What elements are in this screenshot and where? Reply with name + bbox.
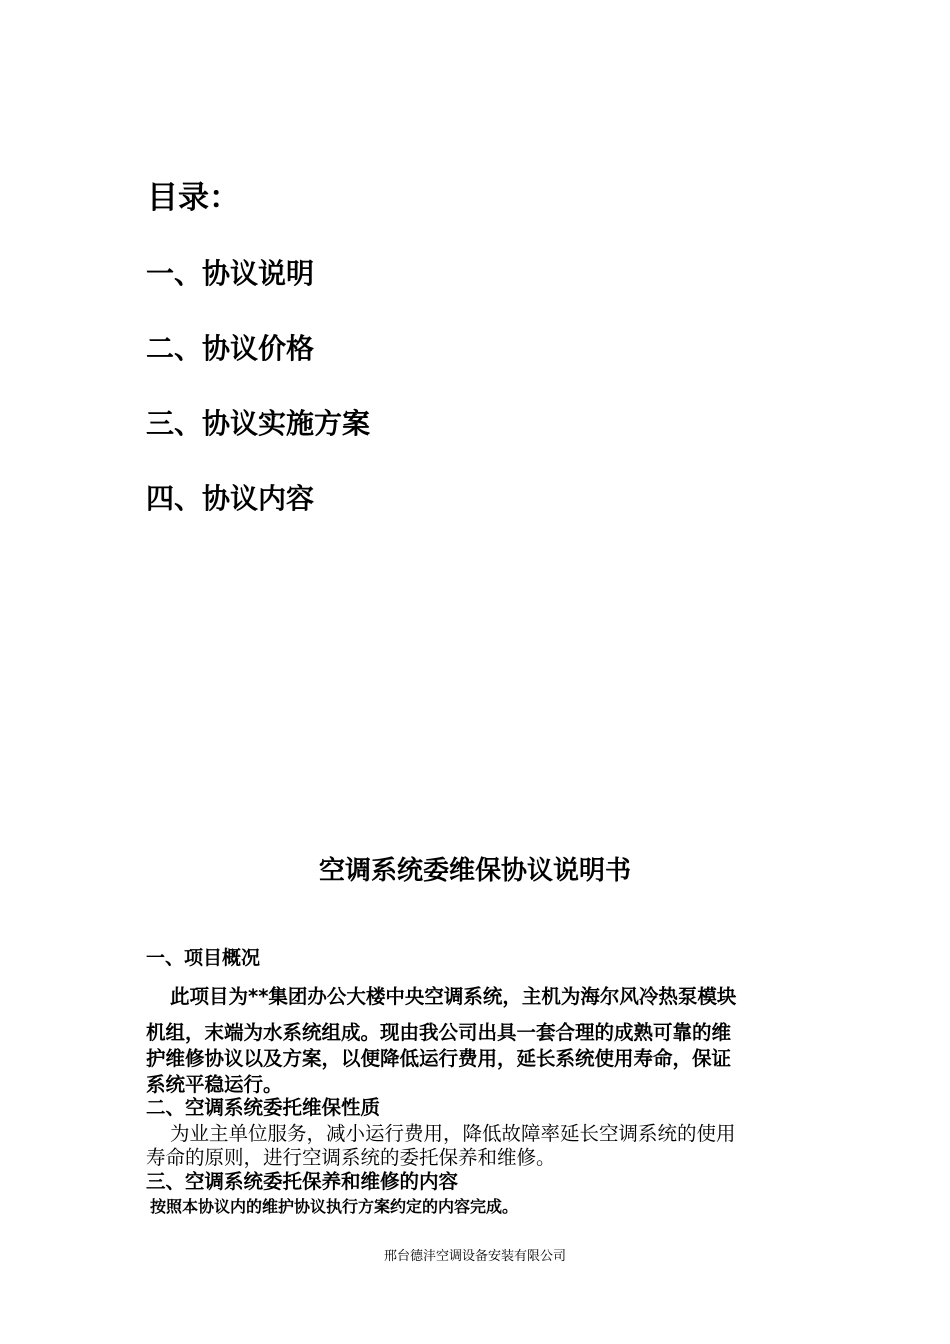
toc-item-agreement-price: 二、协议价格 xyxy=(146,332,315,365)
paragraph-line: 寿命的原则，进行空调系统的委托保养和维修。 xyxy=(146,1146,556,1169)
paragraph-line: 为业主单位服务，减小运行费用，降低故障率延长空调系统的使用 xyxy=(170,1122,736,1145)
section-3-heading: 三、空调系统委托保养和维修的内容 xyxy=(146,1170,459,1193)
section-1-heading: 一、项目概况 xyxy=(146,947,261,969)
footer-company-name: 邢台德沣空调设备安装有限公司 xyxy=(383,1249,566,1264)
section-2-heading: 二、空调系统委托维保性质 xyxy=(146,1096,381,1119)
paragraph-line: 护维修协议以及方案，以便降低运行费用，延长系统使用寿命，保证 xyxy=(146,1047,732,1070)
section-2-paragraph xyxy=(146,1122,810,1170)
toc-item-implementation-plan: 三、协议实施方案 xyxy=(146,407,371,440)
document-title: 空调系统委维保协议说明书 xyxy=(318,856,631,886)
paragraph-line: 系统平稳运行。 xyxy=(146,1073,283,1096)
paragraph-line: 机组，末端为水系统组成。现由我公司出具一套合理的成熟可靠的维 xyxy=(146,1021,732,1044)
toc-item-agreement-description: 一、协议说明 xyxy=(146,257,315,290)
toc-heading: 目录： xyxy=(147,180,240,216)
section-3-paragraph: 按照本协议内的维护协议执行方案约定的内容完成。 xyxy=(150,1197,519,1216)
toc-item-agreement-content: 四、协议内容 xyxy=(146,482,315,515)
section-1-paragraph xyxy=(146,984,810,1098)
paragraph-line: 此项目为**集团办公大楼中央空调系统，主机为海尔风冷热泵模块 xyxy=(170,985,737,1008)
